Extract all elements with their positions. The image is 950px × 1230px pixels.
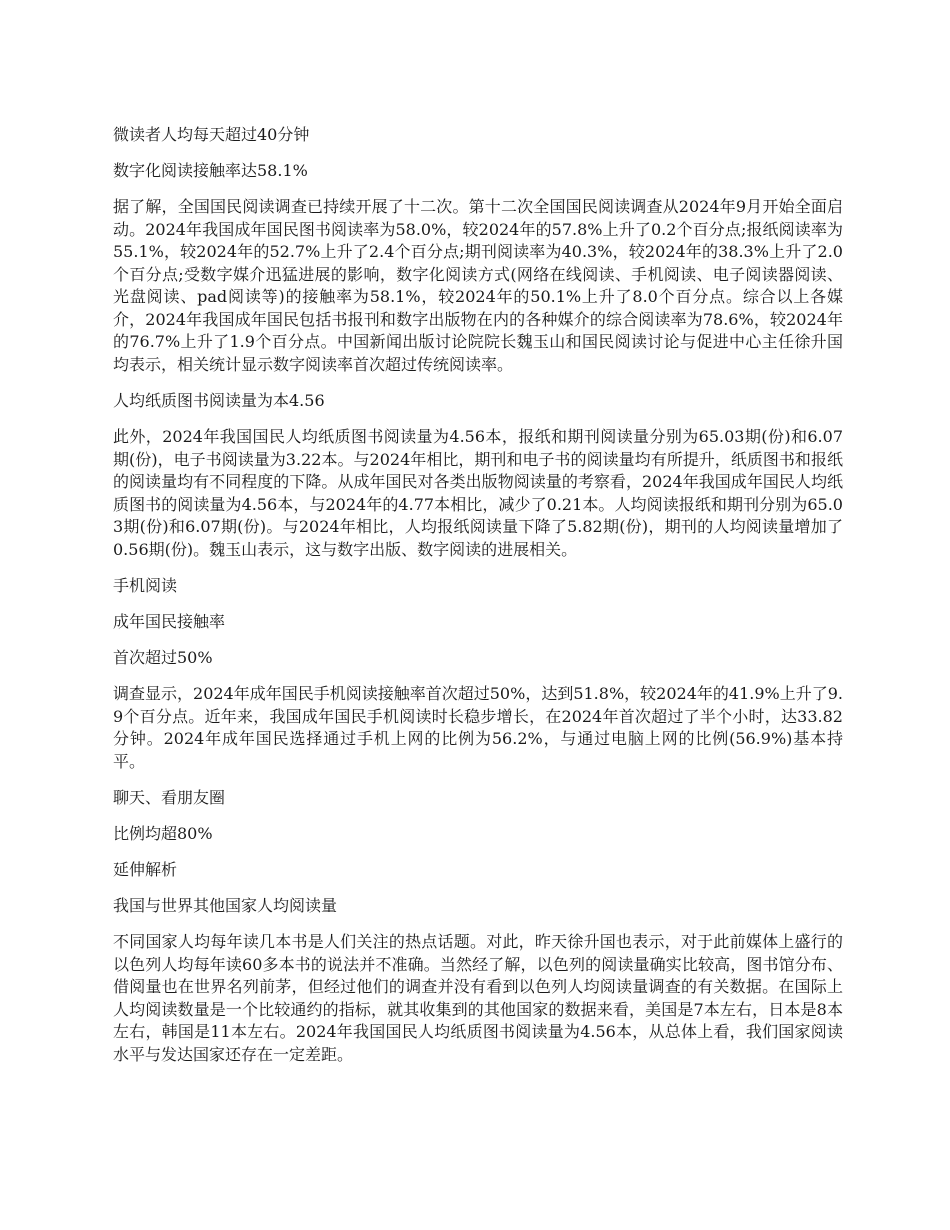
paragraph: 调查显示，2024年成年国民手机阅读接触率首次超过50%，达到51.8%，较2024年的41.9%上升了9.9个百分点。近年来，我国成年国民手机阅读时长稳步增长，在2024年首次超过了半个小时，达33.82分钟。2024年成年国民选择通过手机上网的比例为56.2%，与通过电脑上网的比例(56.9%)基本持平。 — [113, 684, 843, 771]
document-body — [113, 124, 843, 1080]
section-heading: 数字化阅读接触率达58.1% — [113, 161, 308, 180]
paragraph: 此外，2024年我国国民人均纸质图书阅读量为4.56本，报纸和期刊阅读量分别为65.03期(份)和6.07期(份)，电子书阅读量为3.22本。与2024年相比，期刊和电子书的阅读量均有所提升，纸质图书和报纸的阅读量均有不同程度的下降。从成年国民对各类出版物阅读量的考察看，2024年我国成年国民人均纸质图书的阅读量为4.56本，与2024年的4.77本相比，减少了0.21本。人均阅读报纸和期刊分别为65.03期(份)和6.07期(份)。与2024年相比，人均报纸阅读量下降了5.82期(份)，期刊的人均阅读量增加了0.56期(份)。魏玉山表示，这与数字出版、数字阅读的进展相关。 — [113, 427, 843, 559]
section-heading: 成年国民接触率 — [113, 612, 226, 631]
section-heading: 延伸解析 — [113, 860, 178, 879]
section-heading: 比例均超80% — [113, 824, 213, 843]
paragraph: 不同国家人均每年读几本书是人们关注的热点话题。对此，昨天徐升国也表示，对于此前媒体上盛行的以色列人均每年读60多本书的说法并不准确。当然经了解，以色列的阅读量确实比较高，图书馆分布、借阅量也在世界名列前茅，但经过他们的调查并没有看到以色列人均阅读量调查的有关数据。在国际上人均阅读数量是一个比较通约的指标，就其收集到的其他国家的数据来看，美国是7本左右，日本是8本左右，韩国是11本左右。2024年我国国民人均纸质图书阅读量为4.56本，从总体上看，我们国家阅读水平与发达国家还存在一定差距。 — [113, 932, 843, 1064]
section-heading: 首次超过50% — [113, 648, 213, 667]
section-heading: 聊天、看朋友圈 — [113, 788, 226, 807]
section-heading: 微读者人均每天超过40分钟 — [113, 125, 310, 144]
paragraph: 据了解，全国国民阅读调查已持续开展了十二次。第十二次全国国民阅读调查从2024年9月开始全面启动。2024年我国成年国民图书阅读率为58.0%，较2024年的57.8%上升了0.2个百分点;报纸阅读率为55.1%，较2024年的52.7%上升了2.4个百分点;期刊阅读率为40.3%，较2024年的38.3%上升了2.0个百分点;受数字媒介迅猛进展的影响，数字化阅读方式(网络在线阅读、手机阅读、电子阅读器阅读、光盘阅读、pad阅读等)的接触率为58.1%，较2024年的50.1%上升了8.0个百分点。综合以上各媒介，2024年我国成年国民包括书报刊和数字出版物在内的各种媒介的综合阅读率为78.6%，较2024年的76.7%上升了1.9个百分点。中国新闻出版讨论院院长魏玉山和国民阅读讨论与促进中心主任徐升国均表示，相关统计显示数字阅读率首次超过传统阅读率。 — [113, 197, 843, 374]
section-heading: 手机阅读 — [113, 576, 178, 595]
section-heading: 人均纸质图书阅读量为本4.56 — [113, 391, 325, 410]
section-heading: 我国与世界其他国家人均阅读量 — [113, 896, 338, 915]
